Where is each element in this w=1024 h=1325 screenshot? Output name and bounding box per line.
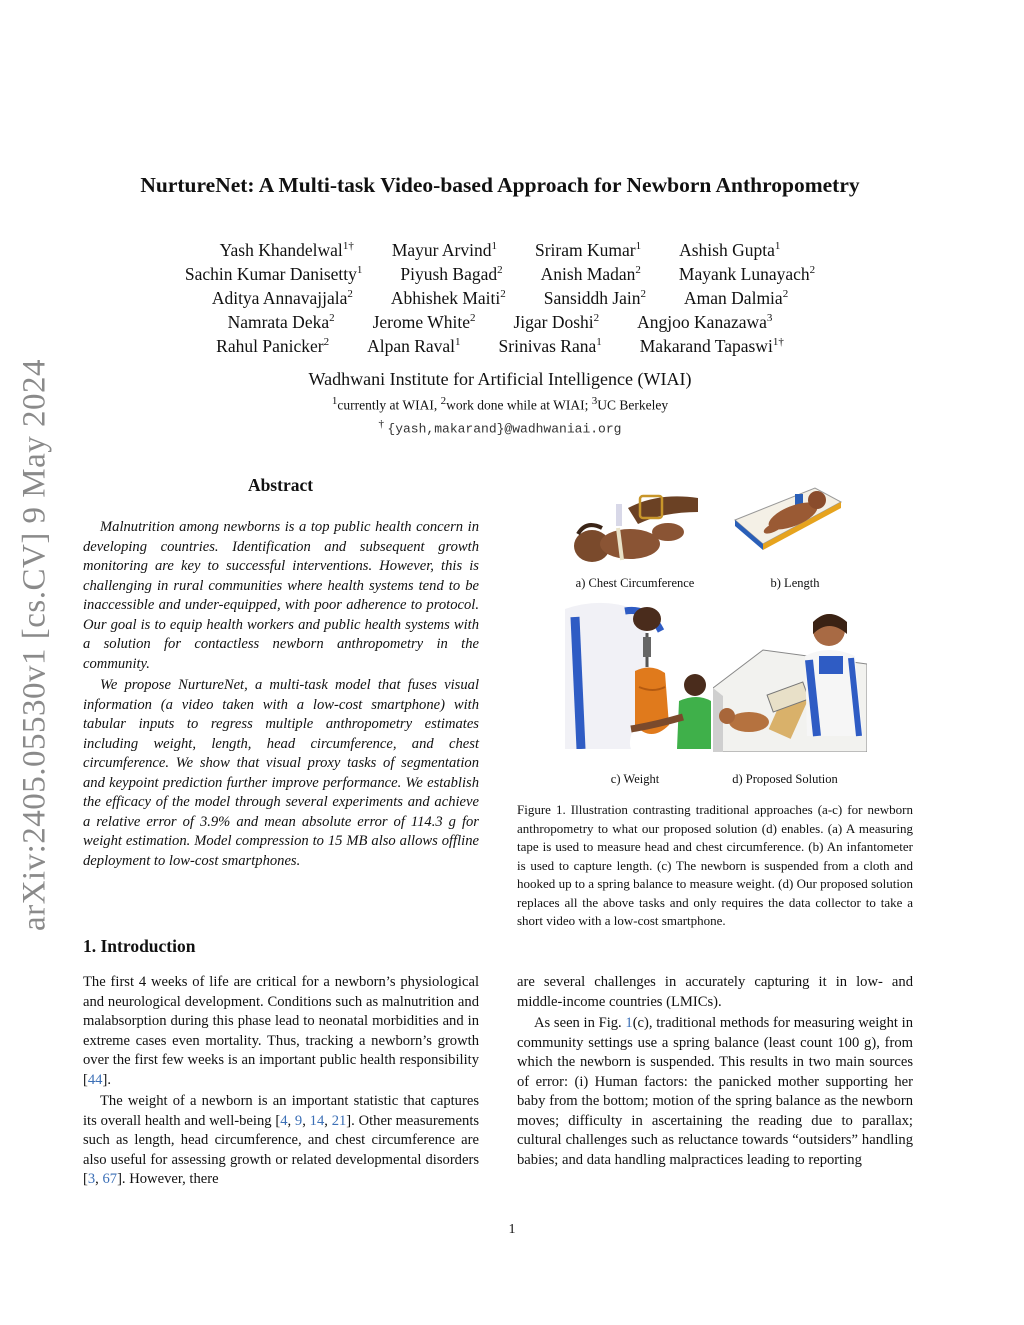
aff-sup-3: 3 xyxy=(591,395,598,407)
author-row xyxy=(100,312,900,333)
intro-p2-text: The weight of a newborn is an important statistic that captures its overall health and well-being [ xyxy=(83,1093,479,1129)
aff-text-1: currently at WIAI, xyxy=(337,397,441,413)
author-name xyxy=(541,264,641,285)
email-line xyxy=(100,418,900,437)
abstract-paragraph-2: We propose NurtureNet, a multi-task model that fuses visual information (a video taken with a low-cost smartphone) with tabular inputs to regress multiple anthropometry estimates including weight, length, head circumference, and chest circumference. We show that visual proxy tasks of segmentation and keypoint prediction further improve performance. We establish the efficacy of the model through several experiments and achieve a relative error of 3.9% and mean absolute error of 114.3 g for weight estimation. Model compression to 15 MB also allows offline deployment to low-cost smartphones. xyxy=(83,677,479,869)
author-affiliation-mark: 1 xyxy=(635,240,642,253)
intro-paragraph-3: are several challenges in accurately capturing it in low- and middle-income countries (LMICs). xyxy=(517,974,913,1010)
author-name xyxy=(684,288,788,309)
author-name-text: Ashish Gupta xyxy=(679,240,775,260)
author-name xyxy=(640,336,784,357)
author-name xyxy=(391,288,506,309)
intro-p2-end: ]. However, there xyxy=(117,1171,219,1187)
citation-link[interactable]: 3 xyxy=(87,1171,96,1187)
arxiv-stamp xyxy=(10,350,60,940)
citation-link[interactable]: 44 xyxy=(87,1071,103,1088)
author-name-text: Sansiddh Jain xyxy=(543,288,641,308)
intro-paragraph-4 xyxy=(517,1014,913,1170)
author-name xyxy=(216,336,329,357)
abstract-paragraph-1: Malnutrition among newborns is a top public health concern in developing countries. Identification and subsequent growth monitoring are key to successful interventions. However, this is challenging in rural communities where health systems tend to be inaccessible and under-equipped, with poor adherence to protocol. Our goal is to equip health workers and public health systems with a solution for contactless newborn anthropometry in the community. xyxy=(83,519,479,672)
author-name xyxy=(637,312,772,333)
author-name-text: Rahul Panicker xyxy=(216,336,324,356)
author-row xyxy=(100,336,900,357)
author-affiliation-mark: 2 xyxy=(347,288,353,301)
author-name-text: Sachin Kumar Danisetty xyxy=(184,264,357,284)
author-affiliation-mark: 1 xyxy=(491,240,497,253)
intro-p2-text-2: ]. Other measurements such as length, head circumference, and chest circumference are also useful for assessing growth or related developmental disorders [ xyxy=(83,1112,480,1187)
citation-link[interactable]: 9 xyxy=(294,1112,303,1129)
author-name-text: Mayur Arvind xyxy=(391,240,492,260)
arxiv-stamp-text: arXiv:2405.05530v1 [cs.CV] 9 May 2024 xyxy=(16,358,53,932)
aff-text-2: work done while at WIAI; xyxy=(446,397,592,413)
email-address[interactable]: {yash,makarand}@wadhwaniai.org xyxy=(387,421,622,437)
author-name xyxy=(373,312,476,333)
author-name-text: Aman Dalmia xyxy=(684,288,783,308)
aff-sup-1: 1 xyxy=(331,395,338,407)
author-name-text: Namrata Deka xyxy=(227,312,330,332)
author-affiliation-mark: 1 xyxy=(596,336,602,349)
author-affiliation-mark: 1† xyxy=(772,336,784,349)
author-name-text: Jigar Doshi xyxy=(513,312,594,332)
figure-label-c: c) Weight xyxy=(610,772,660,786)
author-name-text: Angjoo Kanazawa xyxy=(637,312,767,332)
abstract-heading: Abstract xyxy=(247,475,314,495)
citation-link[interactable]: 14 xyxy=(309,1112,325,1129)
author-name-text: Srinivas Rana xyxy=(498,336,597,356)
intro-paragraph-1 xyxy=(83,973,479,1090)
author-name xyxy=(400,264,502,285)
author-name-text: Aditya Annavajjala xyxy=(211,288,348,308)
author-affiliation-mark: 1 xyxy=(356,264,363,277)
author-name xyxy=(367,336,460,357)
author-name-text: Alpan Raval xyxy=(367,336,456,356)
author-affiliation-mark: 2 xyxy=(593,312,600,325)
author-name xyxy=(392,240,497,261)
intro-heading: 1. Introduction xyxy=(83,936,196,956)
intro-right-column xyxy=(517,973,913,1170)
affiliation-note xyxy=(100,395,900,414)
author-affiliation-mark: 2 xyxy=(497,264,503,277)
intro-left-column xyxy=(83,973,479,1190)
illustration-weight xyxy=(565,597,711,749)
author-name xyxy=(513,312,599,333)
figure-caption: Figure 1. Illustration contrasting traditional approaches (a-c) for newborn anthropometry to what our proposed solution (d) enables. (a) A measuring tape is used to measure head and chest circumference. (b) An infantometer is used to capture length. (c) The newborn is suspended from a cloth and hooked up to a spring balance to measure weight. (d) Our proposed solution replaces all the above tasks and only requires the data collector to take a short video with a low-cost smartphone. xyxy=(517,802,913,928)
intro-p4-text: As seen in Fig. xyxy=(534,1015,626,1031)
author-name-text: Sriram Kumar xyxy=(534,240,636,260)
author-affiliation-mark: 2 xyxy=(329,312,335,325)
author-affiliation-mark: 1 xyxy=(455,336,461,349)
intro-p4-text-2: (c), traditional methods for measuring weight in community settings use a spring balance (least count 100 g), from which the newborn is suspended. This results in two main sources of error: (i) Human factors: the panicked mother supporting her baby from the bottom; motion of the spring balance as the newborn moves; difficulty in ascertaining the reading due to parallax; cultural challenges such as reluctance towards “outsiders” handling babies; and data handling malpractices leading to reporting xyxy=(517,1015,913,1168)
author-name xyxy=(499,336,602,357)
abstract-body xyxy=(83,518,479,871)
illustration-proposed-solution xyxy=(713,600,867,752)
author-name-text: Mayank Lunayach xyxy=(678,264,810,284)
author-name-text: Anish Madan xyxy=(540,264,636,284)
figure-label-a: a) Chest Circumference xyxy=(575,576,695,590)
author-affiliation-mark: 1† xyxy=(342,240,354,253)
author-name xyxy=(212,288,353,309)
author-affiliation-mark: 2 xyxy=(323,336,330,349)
author-affiliation-mark: 2 xyxy=(469,312,476,325)
affiliation: Wadhwani Institute for Artificial Intelligence (WIAI) xyxy=(308,369,692,389)
author-affiliation-mark: 2 xyxy=(809,264,816,277)
citation-link[interactable]: 21 xyxy=(331,1112,347,1129)
citation-link[interactable]: 67 xyxy=(102,1171,118,1187)
author-name xyxy=(185,264,363,285)
author-name xyxy=(535,240,641,261)
figure-ref-link[interactable]: 1 xyxy=(625,1015,633,1031)
figure-label-d: d) Proposed Solution xyxy=(732,772,838,786)
author-name xyxy=(544,288,646,309)
figure-label-b: b) Length xyxy=(770,576,820,590)
aff-text-3: UC Berkeley xyxy=(597,397,669,413)
author-affiliation-mark: 2 xyxy=(782,288,789,301)
author-row xyxy=(100,264,900,285)
author-affiliation-mark: 1 xyxy=(774,240,781,253)
author-name xyxy=(228,312,335,333)
author-name-text: Jerome White xyxy=(372,312,470,332)
author-name-text: Piyush Bagad xyxy=(400,264,498,284)
citation-link[interactable]: 4 xyxy=(280,1112,288,1129)
illustration-length xyxy=(733,486,843,552)
author-affiliation-mark: 3 xyxy=(766,312,773,325)
author-name xyxy=(220,240,354,261)
dagger-mark: † xyxy=(378,418,385,430)
intro-p1-text: The first 4 weeks of life are critical for a newborn’s physiological and neurological development. Conditions such as malnutrition and malabsorption during this phase lead to neonatal morbidities and in extreme cases even mortality. Thus, tracking a newborn’s growth over the first few weeks is an important public health responsibility [ xyxy=(83,974,479,1088)
author-name xyxy=(679,264,815,285)
author-affiliation-mark: 2 xyxy=(500,288,506,301)
illustration-chest-circumference xyxy=(568,490,708,568)
author-name-text: Yash Khandelwal xyxy=(219,240,343,260)
intro-p1-end: ]. xyxy=(102,1071,111,1088)
author-name-text: Makarand Tapaswi xyxy=(639,336,773,356)
author-affiliation-mark: 2 xyxy=(640,288,647,301)
author-name xyxy=(679,240,780,261)
author-row xyxy=(100,240,900,261)
author-affiliation-mark: 2 xyxy=(635,264,641,277)
paper-title: NurtureNet: A Multi-task Video-based Approach for Newborn Anthropometry xyxy=(140,173,860,197)
aff-sup-2: 2 xyxy=(440,395,447,407)
intro-paragraph-2: The weight of a newborn is an important statistic that captures its overall health and well-being [4, 9, 14, 21]. Other measurements such as length, head circumference, and chest circumference are also useful for assessing growth or related developmental disorders [3, 67]. However, there xyxy=(83,1093,480,1187)
page-number: 1 xyxy=(508,1222,516,1237)
author-row xyxy=(100,288,900,309)
author-name-text: Abhishek Maiti xyxy=(390,288,501,308)
